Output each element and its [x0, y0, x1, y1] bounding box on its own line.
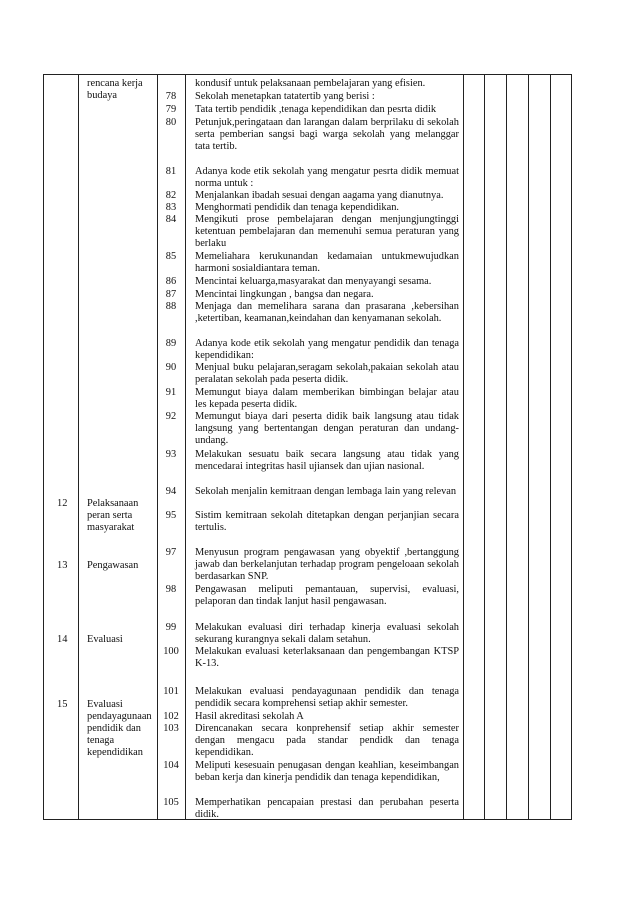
indicator-text: Menyusun program pengawasan yang obyektif ,bertanggung jawab dan berkelanjutan terhadap program pengeloaan sekolah berdasarkan SNP.	[195, 547, 459, 582]
category-cell: Pelaksanaan peran serta masyarakat	[87, 498, 139, 533]
indicator-number: 84	[165, 214, 177, 225]
column-divider	[78, 74, 79, 820]
indicator-text: Sekolah menjalin kemitraan dengan lembaga lain yang relevan	[195, 486, 457, 497]
indicator-number: 79	[165, 104, 177, 115]
indicator-text: Melakukan evaluasi pendayagunaan pendidik dan tenaga pendidik secara komprehensi setiap akhir semester.	[195, 686, 459, 709]
indicator-number: 101	[163, 686, 179, 697]
indicator-number: 102	[163, 711, 179, 722]
indicator-number: 99	[165, 622, 177, 633]
indicator-text: Adanya kode etik sekolah yang mengatur pendidik dan tenaga kependidikan:	[195, 338, 459, 361]
indicator-number: 97	[165, 547, 177, 558]
indicator-text: Menjaga dan memelihara sarana dan prasarana ,kebersihan ,ketertiban, keamanan,keindahan dan kenyamanan sekolah.	[195, 301, 459, 324]
indicator-number: 89	[165, 338, 177, 349]
row-number: 13	[57, 560, 68, 571]
indicator-number: 88	[165, 301, 177, 312]
indicator-text: Sistim kemitraan sekolah ditetapkan dengan perjanjian secara tertulis.	[195, 510, 459, 533]
column-divider	[550, 74, 551, 820]
column-divider	[185, 74, 186, 820]
indicator-text: Tata tertib pendidik ,tenaga kependidikan dan pesrta didik	[195, 104, 437, 115]
indicator-text: Menjual buku pelajaran,seragam sekolah,pakaian sekolah atau peralatan sekolah pada peserta didik.	[195, 362, 459, 385]
indicator-number: 92	[165, 411, 177, 422]
indicator-number: 93	[165, 449, 177, 460]
indicator-text: Sekolah menetapkan tatatertib yang berisi :	[195, 91, 375, 102]
indicator-number: 94	[165, 486, 177, 497]
indicator-number: 90	[165, 362, 177, 373]
category-cell: Pengawasan	[87, 560, 139, 571]
row-number: 14	[57, 634, 68, 645]
indicator-number: 98	[165, 584, 177, 595]
indicator-text: Melakukan evaluasi keterlaksanaan dan pengembangan KTSP K-13.	[195, 646, 459, 669]
indicator-number: 78	[165, 91, 177, 102]
indicator-text: Mengikuti prose pembelajaran dengan menjungjungtinggi ketentuan pembelajaran dan memenuhi semua peraturan yang berlaku	[195, 214, 459, 249]
indicator-text: Hasil akreditasi sekolah A	[195, 711, 304, 722]
indicator-number: 104	[163, 760, 179, 771]
category-cell: rencana kerja budaya	[87, 78, 143, 101]
row-number: 12	[57, 498, 68, 509]
indicator-text: Direncanakan secara konprehensif setiap akhir semester dengan mengacu pada standar pendidk dan tenaga kependidikan.	[195, 723, 459, 758]
indicator-number: 85	[165, 251, 177, 262]
indicator-text: Memungut biaya dalam memberikan bimbingan belajar atau les kepada peserta didik.	[195, 387, 459, 410]
indicator-number: 86	[165, 276, 177, 287]
column-divider	[506, 74, 507, 820]
column-divider	[528, 74, 529, 820]
indicator-number: 80	[165, 117, 177, 128]
indicator-number: 81	[165, 166, 177, 177]
indicator-number: 100	[163, 646, 179, 657]
indicator-number: 83	[165, 202, 177, 213]
indicator-text: Menghormati pendidik dan tenaga kependidikan.	[195, 202, 400, 213]
indicator-number: 91	[165, 387, 177, 398]
indicator-number: 105	[163, 797, 179, 808]
row-number: 15	[57, 699, 68, 710]
indicator-text: Melakukan evaluasi diri terhadap kinerja evaluasi sekolah sekurang kurangnya sekali dalam setahun.	[195, 622, 459, 645]
column-divider	[463, 74, 464, 820]
indicator-text: Meliputi kesesuain penugasan dengan keahlian, keseimbangan beban kerja dan kinerja pendidik dan tenaga kependidikan,	[195, 760, 459, 783]
indicator-text: Melakukan sesuatu baik secara langsung atau tidak yang mencedarai integritas hasil ujiansek dan ujian nasional.	[195, 449, 459, 472]
indicator-text: Menjalankan ibadah sesuai dengan aagama yang dianutnya.	[195, 190, 444, 201]
indicator-text: Adanya kode etik sekolah yang mengatur pesrta didik memuat norma untuk :	[195, 166, 459, 189]
indicator-number: 95	[165, 510, 177, 521]
indicator-text: Pengawasan meliputi pemantauan, supervisi, evaluasi, pelaporan dan tindak lanjut hasil pengawasan.	[195, 584, 459, 607]
indicator-text: Memperhatikan pencapaian prestasi dan perubahan peserta didik.	[195, 797, 459, 820]
column-divider	[484, 74, 485, 820]
category-cell: Evaluasi pendayagunaan pendidik dan tenaga kependidikan	[87, 699, 152, 758]
indicator-number: 103	[163, 723, 179, 734]
indicator-text: Memungut biaya dari peserta didik baik langsung atau tidak langsung yang bertentangan dengan peraturan dan undang-undang.	[195, 411, 459, 446]
indicator-text: Memeliahara kerukunandan kedamaian untukmewujudkan harmoni sosialdiantara teman.	[195, 251, 459, 274]
indicator-text: Mencintai lingkungan , bangsa dan negara.	[195, 289, 374, 300]
indicator-text: Petunjuk,peringataan dan larangan dalam berprilaku di sekolah serta pemberian sangsi bagi warga sekolah yang melanggar tata tertib.	[195, 117, 459, 152]
indicator-number: 87	[165, 289, 177, 300]
indicator-text: kondusif untuk pelaksanaan pembelajaran yang efisien.	[195, 78, 426, 89]
category-cell: Evaluasi	[87, 634, 123, 645]
indicator-text: Mencintai keluarga,masyarakat dan menyayangi sesama.	[195, 276, 432, 287]
indicator-number: 82	[165, 190, 177, 201]
